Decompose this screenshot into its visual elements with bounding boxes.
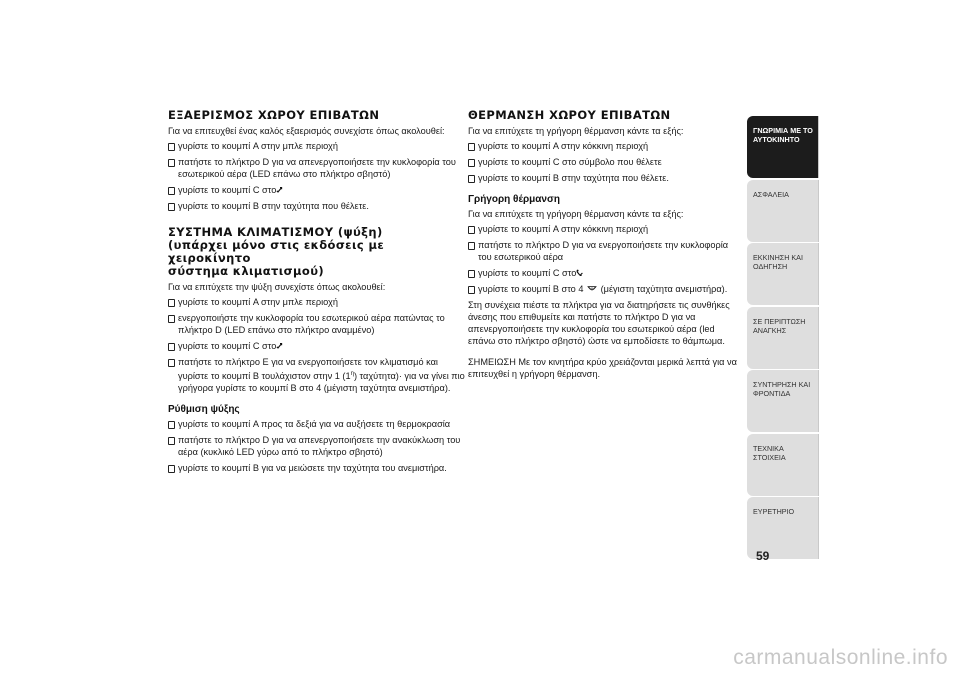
list-item-text: πατήστε το πλήκτρο E για να ενεργοποιήσετε τον κλιματισμό και γυρίστε το κουμπί B τουλάχιστον στην 1 (1 — [178, 357, 438, 382]
tab-label: ΑΥΤΟΚΙΝΗΤΟ — [753, 135, 800, 144]
section-title-air-conditioning — [168, 226, 468, 278]
list-item — [168, 184, 468, 196]
list-item-text: (μέγιστη ταχύτητα ανεμιστήρα). — [600, 284, 728, 294]
list-item — [468, 283, 740, 295]
list-item: γυρίστε το κουμπί A στην μπλε περιοχή — [168, 140, 468, 152]
tab-getting-to-know-car[interactable] — [747, 116, 819, 178]
tab-label: ΦΡΟΝΤΙΔΑ — [753, 389, 791, 398]
cooling-adjust-steps — [168, 418, 468, 474]
tab-emergency[interactable] — [747, 307, 819, 369]
tab-label: ΣΥΝΤΗΡΗΣΗ ΚΑΙ — [753, 380, 811, 389]
tab-label: ΤΕΧΝΙΚΑ ΣΤΟΙΧΕΙΑ — [753, 443, 786, 462]
list-item: γυρίστε το κουμπί A στην μπλε περιοχή — [168, 296, 468, 308]
page-number: 59 — [756, 549, 770, 563]
list-item: πατήστε το πλήκτρο D για να απενεργοποιήσετε την κυκλοφορία του εσωτερικού αέρα (LED επάνω στο πλήκτρο σβηστό) — [168, 156, 468, 180]
list-item-text: ταχύτητα)· για να γίνει πιο γρήγορα γυρίστε το κουμπί B στο 4 (μέγιστη ταχύτητα ανεμιστήρα). — [178, 371, 465, 394]
ac-steps — [168, 296, 468, 394]
right-column — [468, 108, 740, 383]
tab-label: ΟΔΗΓΗΣΗ — [753, 262, 788, 271]
fast-heating-intro: Για να επιτύχετε τη γρήγορη θέρμανση κάντε τα εξής: — [468, 209, 684, 219]
max-fan-speed-icon — [586, 285, 598, 293]
section-title-ventilation: ΕΞΑΕΡΙΣΜΟΣ ΧΩΡΟΥ ΕΠΙΒΑΤΩΝ — [168, 108, 380, 122]
fast-heating-steps — [468, 223, 740, 295]
list-item-text: γυρίστε το κουμπί B στο 4 — [478, 284, 584, 294]
list-item: γυρίστε το κουμπί B στην ταχύτητα που θέλετε. — [468, 172, 740, 184]
tab-starting-driving[interactable] — [747, 243, 819, 305]
tab-label: ΣΕ ΠΕΡΙΠΤΩΣΗ — [753, 316, 806, 326]
list-item: γυρίστε το κουμπί B στην ταχύτητα που θέλετε. — [168, 200, 468, 212]
ventilation-intro: Για να επιτευχθεί ένας καλός εξαερισμός συνεχίστε όπως ακολουθεί: — [168, 126, 445, 136]
list-item: γυρίστε το κουμπί A προς τα δεξιά για να αυξήσετε τη θερμοκρασία — [168, 418, 468, 430]
list-item: γυρίστε το κουμπί B για να μειώσετε την ταχύτητα του ανεμιστήρα. — [168, 462, 468, 474]
air-flow-feet-icon — [576, 269, 584, 277]
subsection-title-cooling-adjust: Ρύθμιση ψύξης — [168, 404, 240, 416]
list-item: ενεργοποιήστε την κυκλοφορία του εσωτερικού αέρα πατώντας το πλήκτρο D (LED επάνω στο πλήκτρο αναμμένο) — [168, 312, 468, 336]
list-item-text: γυρίστε το κουμπί C στο — [178, 341, 277, 351]
list-item: πατήστε το πλήκτρο D για να ενεργοποιήσετε την κυκλοφορία του εσωτερικού αέρα — [468, 239, 740, 263]
subsection-title-fast-heating: Γρήγορη θέρμανση — [468, 194, 560, 205]
list-item: γυρίστε το κουμπί A στην κόκκινη περιοχή — [468, 223, 740, 235]
tab-label: ΓΝΩΡΙΜΙΑ ΜΕ ΤΟ — [753, 126, 813, 135]
note: ΣΗΜΕΙΩΣΗ Με τον κινητήρα κρύο χρειάζονται μερικά λεπτά για να επιτευχθεί η γρήγορη θέρμανση. — [468, 357, 737, 379]
air-flow-face-icon — [276, 186, 284, 194]
tab-safety[interactable] — [747, 180, 819, 242]
tab-label: ΕΚΚΙΝΗΣΗ ΚΑΙ — [753, 253, 803, 262]
ac-intro: Για να επιτύχετε την ψύξη συνεχίστε όπως ακολουθεί: — [168, 282, 386, 292]
list-item — [168, 340, 468, 352]
title-line: σύστημα κλιματισμού) — [168, 264, 325, 278]
watermark: carmanualsonline.info — [733, 646, 948, 669]
tab-technical-data[interactable] — [747, 434, 819, 496]
tab-label: ΑΣΦΑΛΕΙΑ — [753, 189, 789, 199]
tab-maintenance[interactable] — [747, 370, 819, 432]
list-item-text: γυρίστε το κουμπί C στο — [178, 185, 277, 195]
title-line: (υπάρχει μόνο στις εκδόσεις με χειροκίνητο — [168, 238, 385, 265]
left-column — [168, 108, 468, 478]
list-item: γυρίστε το κουμπί C στο σύμβολο που θέλετε — [468, 156, 740, 168]
list-item: γυρίστε το κουμπί A στην κόκκινη περιοχή — [468, 140, 740, 152]
list-item-text: γυρίστε το κουμπί C στο — [478, 268, 577, 278]
title-line: ΣΥΣΤΗΜΑ ΚΛΙΜΑΤΙΣΜΟΥ (ψύξη) — [168, 225, 383, 239]
heating-steps — [468, 140, 740, 184]
tab-label: ΑΝΑΓΚΗΣ — [753, 325, 787, 335]
heating-intro: Για να επιτύχετε τη γρήγορη θέρμανση κάντε τα εξής: — [468, 126, 684, 136]
tab-label: ΕΥΡΕΤΗΡΙΟ — [753, 507, 795, 516]
section-title-heating: ΘΕΡΜΑΝΣΗ ΧΩΡΟΥ ΕΠΙΒΑΤΩΝ — [468, 108, 671, 122]
ventilation-steps — [168, 140, 468, 212]
chapter-tabs — [747, 116, 819, 561]
fast-heating-followup: Στη συνέχεια πιέστε τα πλήκτρα για να διατηρήσετε τις συνθήκες άνεσης που επιθυμείτε και πατήστε το πλήκτρο D για να απενεργοποιήσετε την κυκλοφορία του εσωτερικού αέρα (led επάνω στο πλήκτρο σβηστό) ώστε να εμποδίσετε το θάμπωμα. — [468, 300, 730, 346]
list-item: πατήστε το πλήκτρο E για να ενεργοποιήσετε τον κλιματισμό και γυρίστε το κουμπί B τουλάχιστον στην 1 $(1^\eta)$ ταχύτητα)· για να γίνει πιο γρήγορα γυρίστε το κουμπί B στο 4 (μέγιστη ταχύτητα ανεμιστήρα). — [168, 356, 468, 394]
list-item: πατήστε το πλήκτρο D για να απενεργοποιήσετε την ανακύκλωση του αέρα (κυκλικό LED γύρω από το πλήκτρο σβηστό) — [168, 434, 468, 458]
air-flow-face-icon — [276, 342, 284, 350]
superscript: η — [350, 371, 354, 377]
list-item — [468, 267, 740, 279]
